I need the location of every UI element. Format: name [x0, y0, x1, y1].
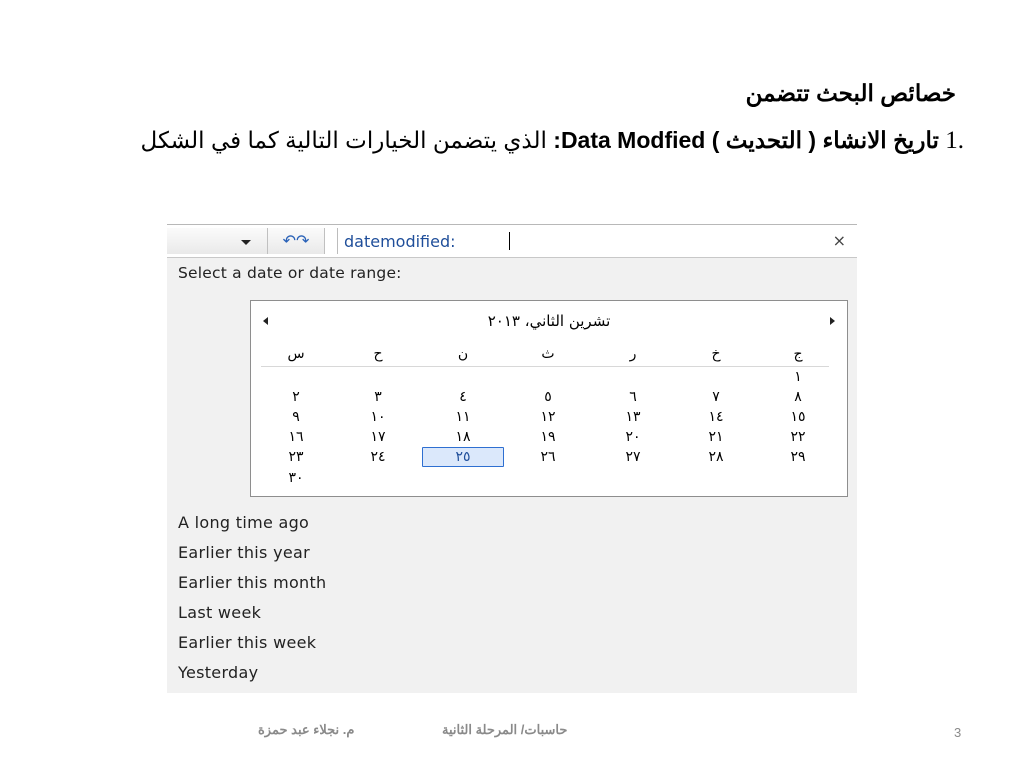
weekday-label: ث	[541, 346, 555, 362]
calendar-day[interactable]: ١٣	[625, 409, 641, 425]
list-item-description: الذي يتضمن الخيارات التالية كما في الشكل	[140, 127, 554, 153]
calendar-day[interactable]: ١٩	[540, 429, 556, 445]
calendar-day[interactable]: ٤	[459, 389, 467, 405]
date-prompt-label: Select a date or date range:	[178, 264, 402, 282]
calendar-day[interactable]: ٢٩	[790, 449, 806, 465]
weekday-header-row	[261, 346, 829, 367]
calendar-day[interactable]: ٢١	[708, 429, 724, 445]
calendar-day[interactable]: ١٤	[708, 409, 724, 425]
weekday-label: ر	[629, 346, 637, 362]
slide-body-text	[60, 120, 964, 161]
calendar-day[interactable]: ٢٤	[370, 449, 386, 465]
calendar-month-label: تشرين الثاني، ٢٠١٣	[487, 312, 611, 330]
search-box[interactable]	[337, 228, 856, 254]
calendar-day[interactable]: ١٢	[540, 409, 556, 425]
footer-author: م. نجلاء عبد حمزة	[258, 722, 355, 737]
calendar-day[interactable]: ١١	[455, 409, 471, 425]
search-screenshot	[167, 224, 857, 693]
calendar-day[interactable]: ٥	[544, 389, 552, 405]
view-dropdown[interactable]	[167, 228, 268, 254]
calendar-day[interactable]: ٩	[292, 409, 300, 425]
calendar-day[interactable]: ١٧	[370, 429, 386, 445]
list-number: .1	[945, 127, 964, 154]
weekday-label: ن	[457, 346, 469, 362]
weekday-label: خ	[711, 346, 721, 362]
calendar-day[interactable]: ٢	[292, 389, 300, 405]
quick-date-option[interactable]: Last week	[178, 603, 262, 622]
calendar-day[interactable]: ٢٨	[708, 449, 724, 465]
slide-heading: خصائص البحث تتضمن	[745, 80, 956, 106]
next-month-arrow-icon[interactable]	[830, 317, 835, 325]
calendar-day[interactable]: ٢٣	[288, 449, 304, 465]
calendar-day[interactable]: ٢٠	[625, 429, 641, 445]
quick-date-option[interactable]: Earlier this week	[178, 633, 317, 652]
calendar	[250, 300, 848, 497]
refresh-button[interactable]	[268, 228, 325, 254]
calendar-day[interactable]: ١٦	[288, 429, 304, 445]
weekday-label: ج	[793, 346, 803, 362]
search-input[interactable]	[338, 228, 804, 254]
close-icon[interactable]: ×	[832, 231, 846, 250]
calendar-day[interactable]: ٢٦	[540, 449, 556, 465]
calendar-day[interactable]: ١	[794, 369, 802, 385]
calendar-day[interactable]: ١٥	[790, 409, 806, 425]
list-item-title: تاريخ الانشاء ( التحديث ) Data Modfied:	[553, 127, 939, 153]
weekday-label: س	[287, 346, 305, 362]
calendar-day[interactable]: ١٨	[455, 429, 471, 445]
quick-date-option[interactable]: A long time ago	[178, 513, 310, 532]
chevron-down-icon	[241, 240, 251, 245]
quick-date-option[interactable]: Earlier this month	[178, 573, 327, 592]
page-number: 3	[954, 725, 962, 740]
refresh-icon: ↶↷	[282, 231, 310, 250]
calendar-day[interactable]: ١٠	[370, 409, 386, 425]
quick-date-option[interactable]: Yesterday	[178, 663, 259, 682]
calendar-day[interactable]: ٨	[794, 389, 802, 405]
calendar-day[interactable]: ٧	[712, 389, 720, 405]
calendar-day[interactable]: ٣٠	[288, 470, 304, 486]
calendar-day-selected[interactable]: ٢٥	[422, 447, 504, 467]
calendar-day[interactable]: ٦	[629, 389, 637, 405]
calendar-day[interactable]: ٢٧	[625, 449, 641, 465]
text-caret	[509, 232, 510, 250]
quick-date-option[interactable]: Earlier this year	[178, 543, 310, 562]
search-toolbar	[167, 224, 857, 258]
calendar-day[interactable]: ٣	[374, 389, 382, 405]
footer-course: حاسبات/ المرحلة الثانية	[442, 722, 568, 737]
weekday-label: ح	[373, 346, 383, 362]
calendar-day[interactable]: ٢٢	[790, 429, 806, 445]
